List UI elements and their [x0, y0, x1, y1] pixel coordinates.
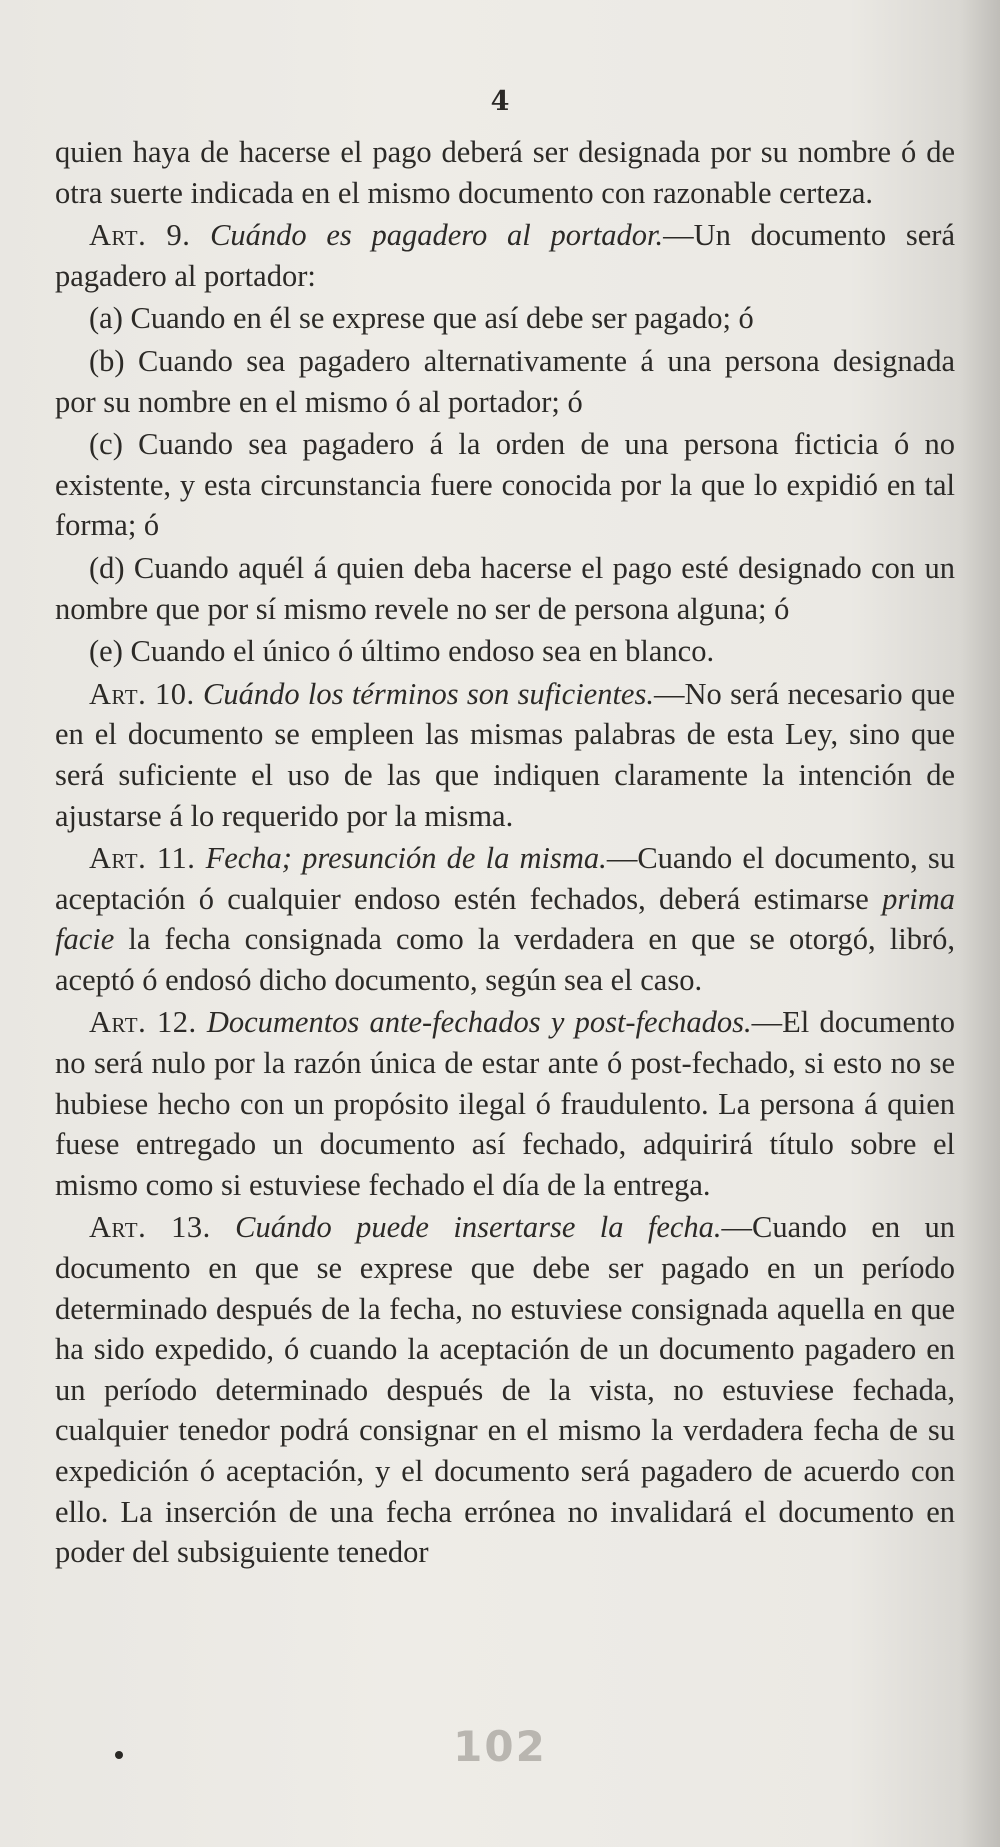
article-9-heading [55, 215, 955, 296]
article-11-title: Fecha; presunción de la misma. [205, 841, 607, 876]
article-9-item-b: (b) Cuando sea pagadero alternativamente á una persona designada por su nombre en el mismo ó al portador; ó [55, 343, 955, 419]
article-9-label: Art. 9. [89, 218, 191, 253]
body-text [55, 132, 955, 1575]
article-11-label: Art. 11. [89, 841, 196, 876]
article-11-text-after: la fecha consignada como la verdadera en que se otorgó, libró, aceptó ó endosó dicho documento, según sea el caso. [55, 922, 955, 997]
intro-paragraph: quien haya de hacerse el pago deberá ser designada por su nombre ó de otra suerte indicada en el mismo documento con razonable certeza. [55, 135, 955, 210]
folio-stamp: 102 [453, 1722, 547, 1771]
article-11-emphasis: prima facie [55, 881, 955, 957]
page-number: 4 [490, 86, 510, 117]
article-12-title: Documentos ante-fechados y post-fechados. [206, 1005, 752, 1040]
article-12-label: Art. 12. [89, 1005, 197, 1040]
article-9-title: Cuándo es pagadero al portador. [210, 218, 664, 253]
article-12-text: —El documento no será nulo por la razón única de estar ante ó post-fechado, si esto no se hubiese hecho con un propósito ilegal ó fraudulento. La persona á quien fuese entregado un documento así fechado, adquirirá título sobre el mismo como si estuviese fechado el día de la entrega. [55, 1005, 955, 1202]
article-10-title: Cuándo los términos son suficientes. [203, 676, 654, 711]
article-9-item-c: (c) Cuando sea pagadero á la orden de una persona ficticia ó no existente, y esta circunstancia fuere conocida por la que lo expidió en tal forma; ó [55, 427, 955, 543]
article-13-paragraph [55, 1207, 955, 1572]
article-9-item-d: (d) Cuando aquél á quien deba hacerse el pago esté designado con un nombre que por sí mismo revele no ser de persona alguna; ó [55, 550, 955, 626]
article-10-paragraph [55, 674, 955, 836]
article-9-item-a: (a) Cuando en él se exprese que así debe ser pagado; ó [89, 301, 754, 336]
article-10-label: Art. 10. [89, 676, 195, 711]
article-13-label: Art. 13. [89, 1210, 211, 1245]
article-11-paragraph [55, 838, 955, 1000]
article-12-paragraph [55, 1002, 955, 1205]
article-13-text: —Cuando en un documento en que se exprese que debe ser pagado en un período determinado después de la fecha, no estuviese consignada aquella en que ha sido expedido, ó cuando la aceptación de un documento pagadero en un período determinado después de la vista, no estuviese fechada, cualquier tenedor podrá consignar en el mismo la verdadera fecha de su expedición ó aceptación, y el documento será pagadero de acuerdo con ello. La inserción de una fecha errónea no invalidará el documento en poder del subsiguiente tenedor [55, 1210, 955, 1570]
article-11-text-before: —Cuando el documento, su aceptación ó cualquier endoso estén fechados, deberá estimarse [55, 841, 955, 916]
article-9-text: —Un documento será pagadero al portador: [55, 218, 955, 293]
article-13-title: Cuándo puede insertarse la fecha. [235, 1210, 722, 1245]
article-10-text: —No será necesario que en el documento se empleen las mismas palabras de esta Ley, sino que será suficiente el uso de las que indiquen claramente la intención de ajustarse á lo requerido por la misma. [55, 676, 955, 833]
article-9-item-e: (e) Cuando el único ó último endoso sea en blanco. [89, 634, 715, 669]
